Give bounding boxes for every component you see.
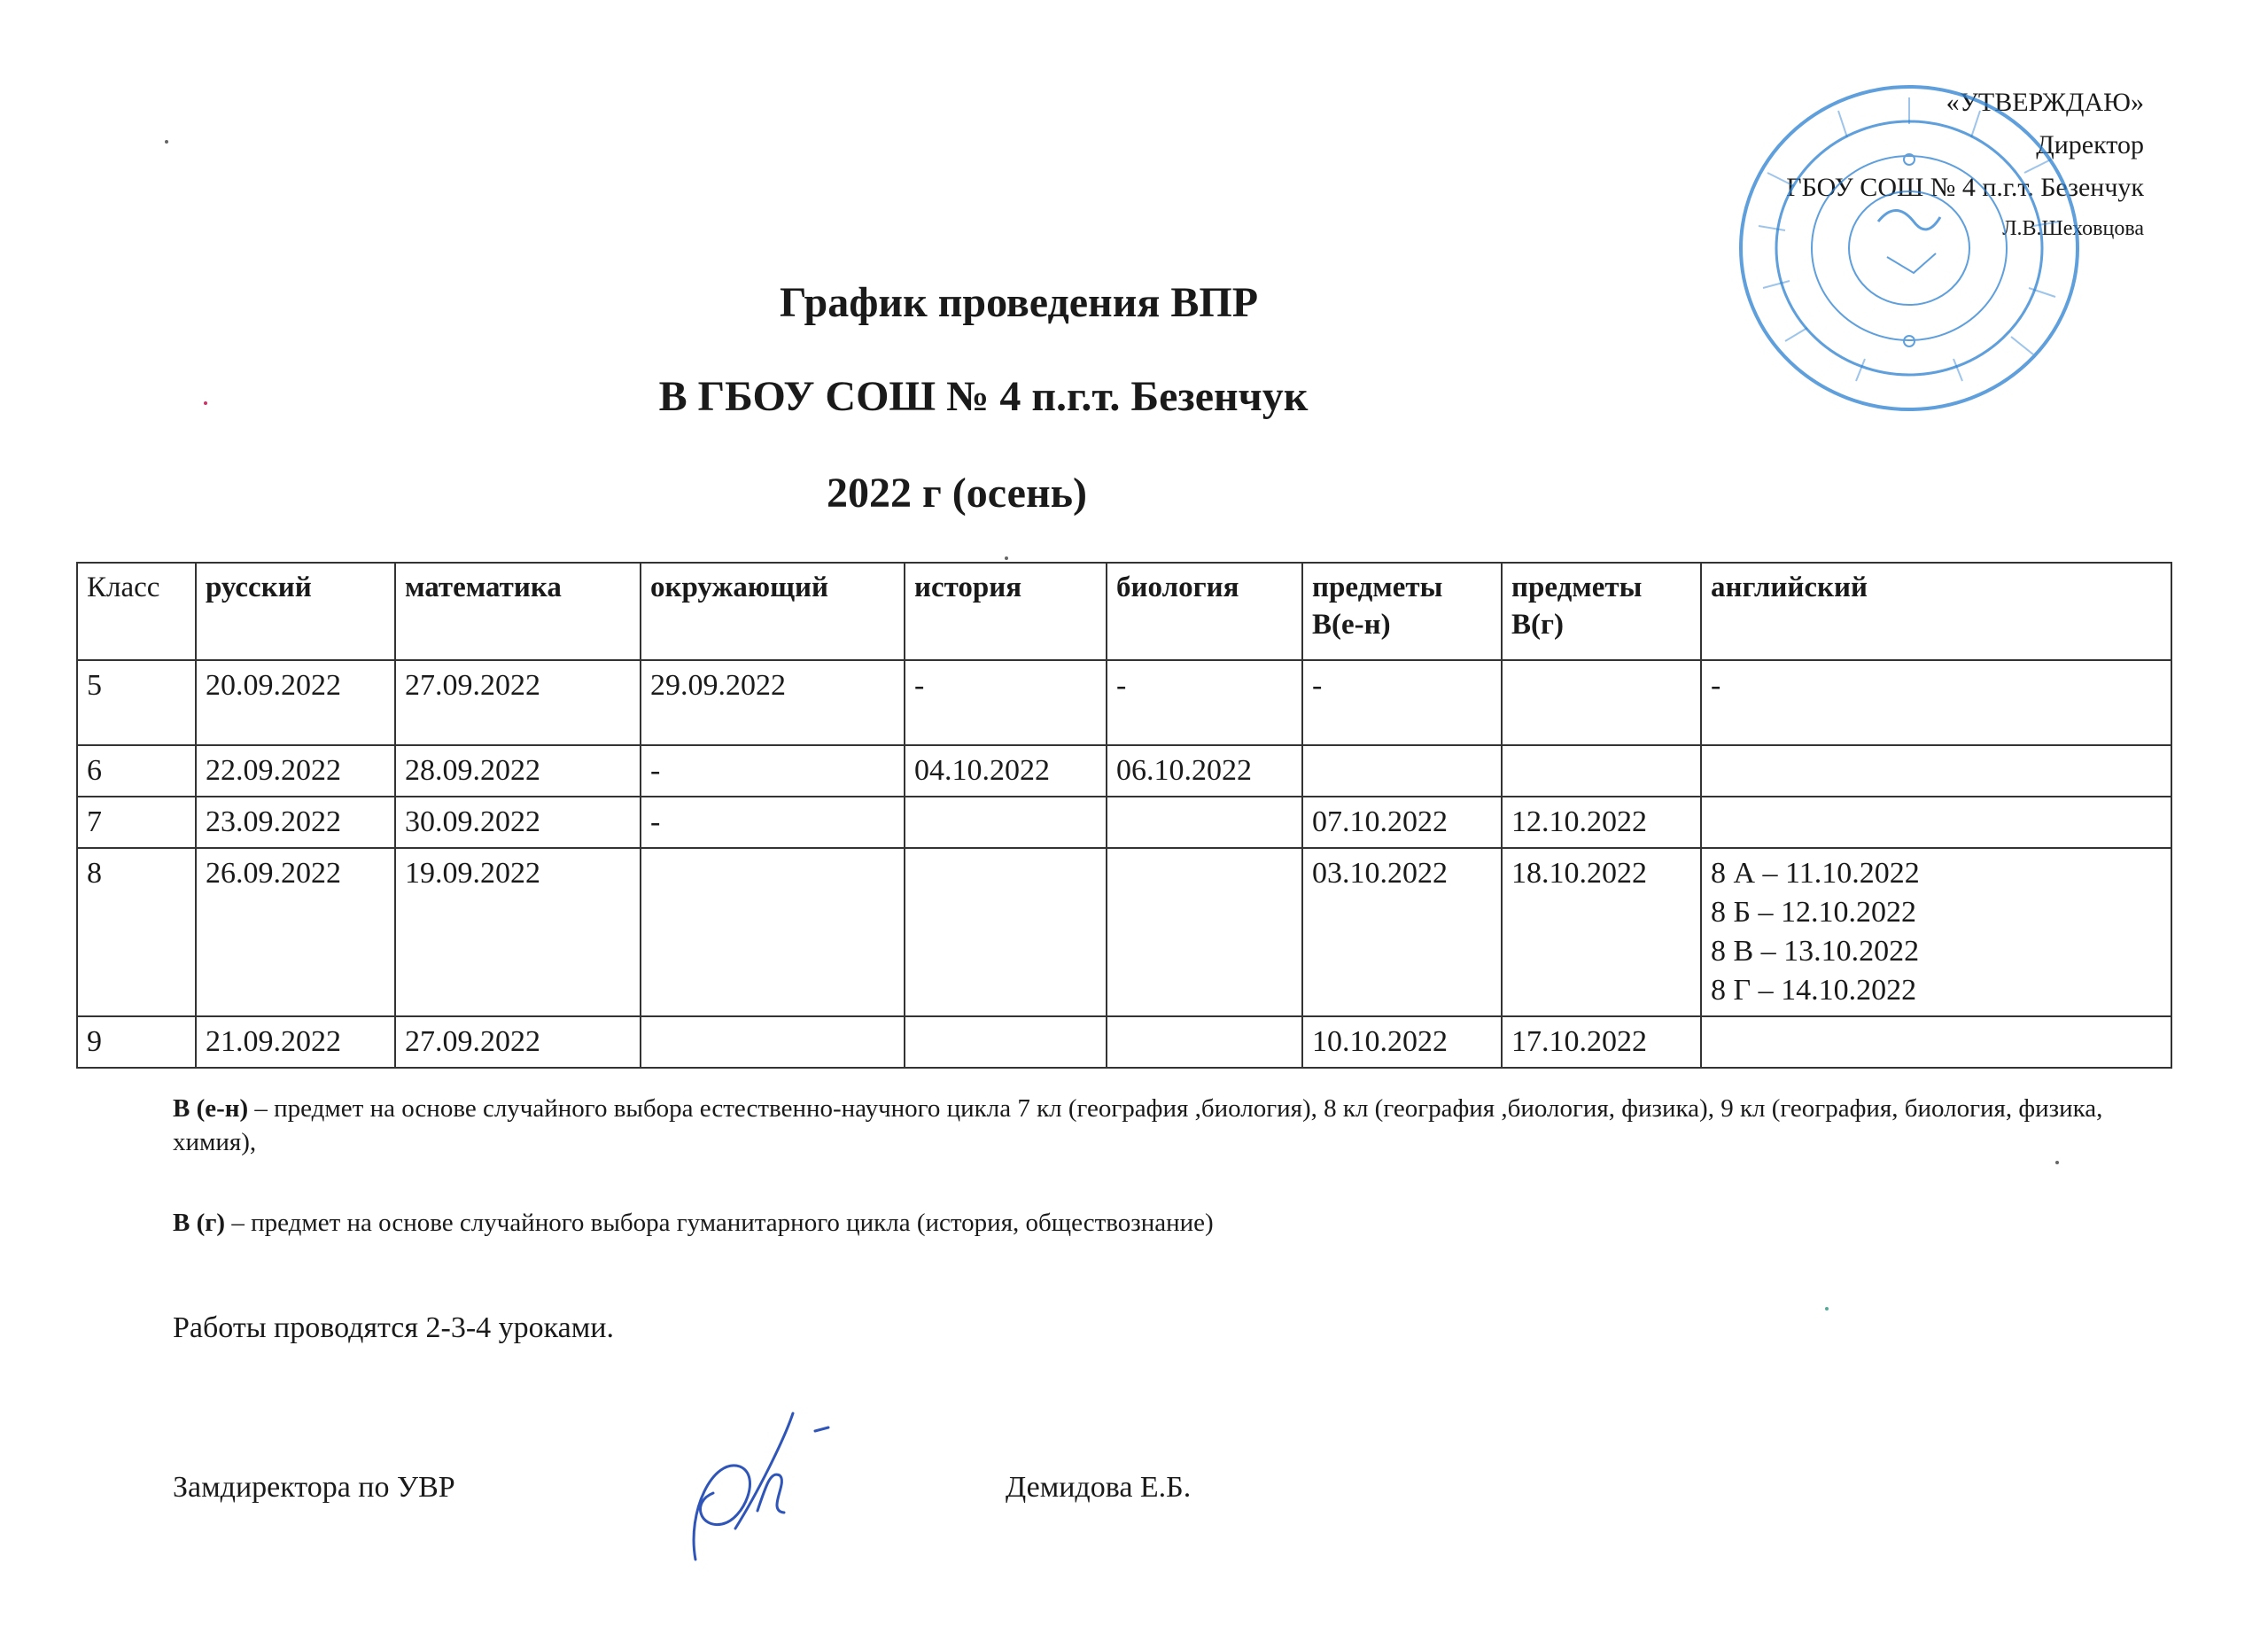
cell-biology: 06.10.2022 (1107, 745, 1302, 797)
cell-humanities (1502, 745, 1701, 797)
cell-environment: 29.09.2022 (641, 660, 905, 745)
col-header-math: математика (395, 563, 641, 660)
cell-humanities: 18.10.2022 (1502, 848, 1701, 1016)
cell-russian: 22.09.2022 (196, 745, 395, 797)
signature-label: Замдиректора по УВР (173, 1471, 455, 1504)
signature-name: Демидова Е.Б. (1006, 1471, 1192, 1504)
col-header-biology: биология (1107, 563, 1302, 660)
col-header-environment: окружающий (641, 563, 905, 660)
cell-math: 27.09.2022 (395, 660, 641, 745)
col-header-class: Класс (77, 563, 196, 660)
cell-russian: 23.09.2022 (196, 797, 395, 848)
cell-biology (1107, 797, 1302, 848)
official-stamp (1732, 75, 2086, 421)
cell-humanities: 17.10.2022 (1502, 1016, 1701, 1068)
note-lessons: Работы проводятся 2-3-4 уроками. (173, 1311, 614, 1344)
note-science-term: В (е-н) (173, 1094, 249, 1123)
cell-science: 10.10.2022 (1302, 1016, 1502, 1068)
approve-signer: Л.В.Шеховцова (2002, 217, 2144, 240)
cell-math: 19.09.2022 (395, 848, 641, 1016)
english-date-8v: 8 В – 13.10.2022 (1711, 935, 1920, 968)
cell-science (1302, 745, 1502, 797)
cell-science: 03.10.2022 (1302, 848, 1502, 1016)
scan-speck (2055, 1161, 2059, 1164)
cell-english (1701, 660, 2171, 745)
title-line-3: 2022 г (осень) (827, 470, 1087, 517)
cell-science: - (1302, 660, 1502, 745)
cell-russian: 21.09.2022 (196, 1016, 395, 1068)
cell-grade: 8 (77, 848, 196, 1016)
scan-speck (1825, 1307, 1829, 1311)
cell-environment (641, 848, 905, 1016)
english-date-8b: 8 Б – 12.10.2022 (1711, 896, 1917, 929)
cell-english (1701, 848, 2171, 1016)
scan-speck (165, 140, 168, 144)
table-row (77, 1016, 2171, 1068)
cell-english (1701, 1016, 2171, 1068)
english-date-8g: 8 Г – 14.10.2022 (1711, 974, 1917, 1007)
cell-history (905, 848, 1107, 1016)
cell-grade: 9 (77, 1016, 196, 1068)
cell-environment: - (641, 745, 905, 797)
cell-biology (1107, 1016, 1302, 1068)
note-humanities-text: – предмет на основе случайного выбора гуманитарного цикла (история, обществознание) (225, 1209, 1214, 1237)
col-header-science-subjects: предметы В(е-н) (1302, 563, 1502, 660)
english-date: - (1711, 669, 1721, 702)
col-header-russian: русский (196, 563, 395, 660)
cell-math: 27.09.2022 (395, 1016, 641, 1068)
cell-biology: - (1107, 660, 1302, 745)
approve-org: ГБОУ СОШ № 4 п.г.т. Безенчук (1786, 173, 2144, 202)
cell-history: 04.10.2022 (905, 745, 1107, 797)
note-science (173, 1092, 2148, 1159)
cell-history: - (905, 660, 1107, 745)
approve-heading: «УТВЕРЖДАЮ» (1946, 88, 2144, 117)
cell-environment: - (641, 797, 905, 848)
cell-science: 07.10.2022 (1302, 797, 1502, 848)
scan-speck (1005, 556, 1008, 560)
cell-humanities: 12.10.2022 (1502, 797, 1701, 848)
note-humanities-term: В (г) (173, 1209, 226, 1237)
approve-position: Директор (2036, 130, 2144, 159)
handwritten-signature (660, 1404, 846, 1568)
cell-math: 30.09.2022 (395, 797, 641, 848)
table-header-row (77, 563, 2171, 660)
cell-grade: 6 (77, 745, 196, 797)
title-line-2: В ГБОУ СОШ № 4 п.г.т. Безенчук (658, 373, 1309, 420)
cell-biology (1107, 848, 1302, 1016)
note-humanities (173, 1206, 2148, 1240)
col-header-english: английский (1701, 563, 2171, 660)
table-row (77, 660, 2171, 745)
cell-russian: 20.09.2022 (196, 660, 395, 745)
schedule-table (76, 562, 2172, 1069)
note-science-text: – предмет на основе случайного выбора естественно-научного цикла 7 кл (география ,биология), 8 кл (география ,биология, физика), 9 кл (география, биология, физика, химия), (173, 1094, 2103, 1156)
cell-history (905, 1016, 1107, 1068)
table-row (77, 745, 2171, 797)
cell-math: 28.09.2022 (395, 745, 641, 797)
cell-russian: 26.09.2022 (196, 848, 395, 1016)
table-row (77, 797, 2171, 848)
cell-english (1701, 797, 2171, 848)
cell-english (1701, 745, 2171, 797)
scan-speck (204, 401, 207, 405)
english-date-8a: 8 А – 11.10.2022 (1711, 857, 1920, 890)
cell-humanities (1502, 660, 1701, 745)
cell-environment (641, 1016, 905, 1068)
col-header-history: история (905, 563, 1107, 660)
cell-grade: 7 (77, 797, 196, 848)
title-line-1: График проведения ВПР (779, 279, 1259, 326)
cell-grade: 5 (77, 660, 196, 745)
table-row (77, 848, 2171, 1016)
cell-history (905, 797, 1107, 848)
col-header-humanities-subjects: предметы В(г) (1502, 563, 1701, 660)
